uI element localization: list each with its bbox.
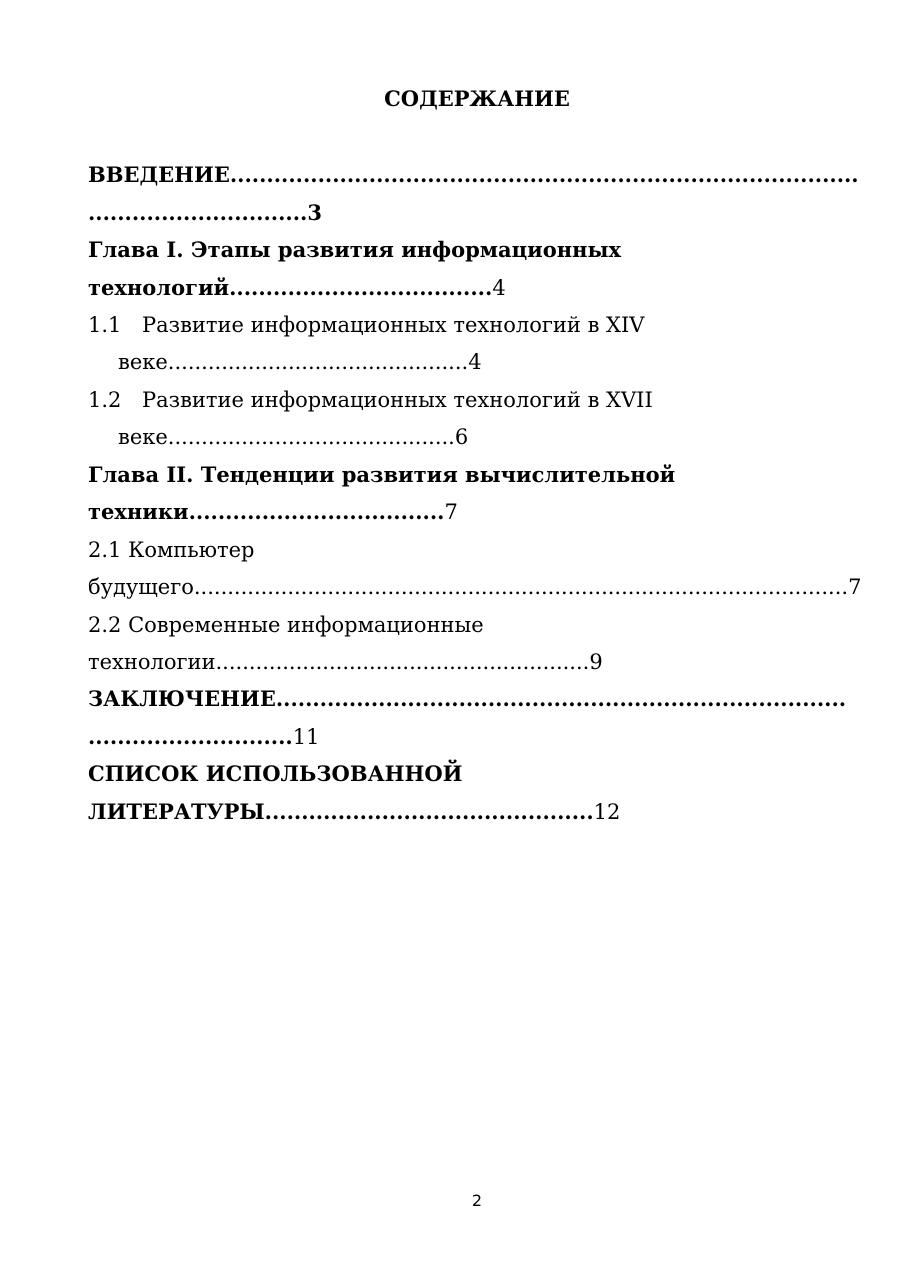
toc-chapter2-page: 7 [444, 500, 458, 524]
toc-section-1-1-line2 [118, 347, 482, 377]
toc-section-1-2 [88, 385, 653, 415]
toc-section-1-1-number: 1.1 [88, 313, 122, 337]
page-number: 2 [471, 1191, 483, 1210]
toc-section-2-1-title: 2.1 Компьютер [88, 538, 255, 562]
toc-chapter2-leader: техники................................... [88, 499, 445, 524]
toc-chapter2-title: Глава II. Тенденции развития вычислительной [88, 462, 676, 487]
toc-section-1-2-page: 6 [454, 425, 469, 449]
toc-intro-line1: ВВЕДЕНИЕ...................................................................................... [88, 162, 859, 187]
toc-references-title: СПИСОК ИСПОЛЬЗОВАННОЙ [88, 761, 463, 786]
toc-section-2-2-title: 2.2 Современные информационные [88, 613, 484, 637]
toc-section-1-2-number: 1.2 [88, 388, 122, 412]
toc-conclusion-line2 [88, 722, 319, 752]
toc-section-2-1-leader: будущего.................................................................................................. [88, 575, 849, 599]
toc-section-1-1 [88, 310, 644, 340]
toc-conclusion-page: 11 [292, 725, 320, 749]
toc-intro-leader: .............................. [88, 200, 308, 225]
toc-section-1-1-title: Развитие информационных технологий в XIV [142, 313, 645, 337]
toc-section-1-2-line2 [118, 422, 468, 452]
toc-references-leader: ЛИТЕРАТУРЫ............................................. [88, 799, 594, 824]
toc-section-2-2-leader: технологии........................................................ [88, 650, 590, 674]
toc-section-2-2-page: 9 [589, 650, 603, 674]
toc-chapter1-line2 [88, 273, 506, 303]
toc-references-page: 12 [593, 800, 621, 824]
toc-intro-line2 [88, 198, 322, 228]
toc-chapter2-line2 [88, 497, 458, 527]
toc-section-2-2-line2 [88, 647, 603, 677]
toc-conclusion-line1: ЗАКЛЮЧЕНИЕ.............................................................................. [88, 686, 847, 711]
toc-section-1-1-leader: веке............................................. [118, 350, 469, 374]
toc-references-line2 [88, 797, 620, 827]
toc-intro-page: 3 [307, 200, 322, 225]
toc-section-2-1-page: 7 [848, 575, 862, 599]
document-title: СОДЕРЖАНИЕ [384, 86, 570, 111]
toc-section-1-2-leader: веке........................................... [118, 425, 455, 449]
toc-conclusion-leader: ............................ [88, 724, 293, 749]
toc-section-1-1-page: 4 [468, 350, 482, 374]
toc-section-1-2-title: Развитие информационных технологий в XVII [142, 388, 653, 412]
toc-chapter1-leader: технологий.................................... [88, 275, 493, 300]
toc-chapter1-page: 4 [492, 276, 506, 300]
toc-section-2-1-line2 [88, 572, 861, 602]
toc-chapter1-title: Глава I. Этапы развития информационных [88, 237, 622, 262]
